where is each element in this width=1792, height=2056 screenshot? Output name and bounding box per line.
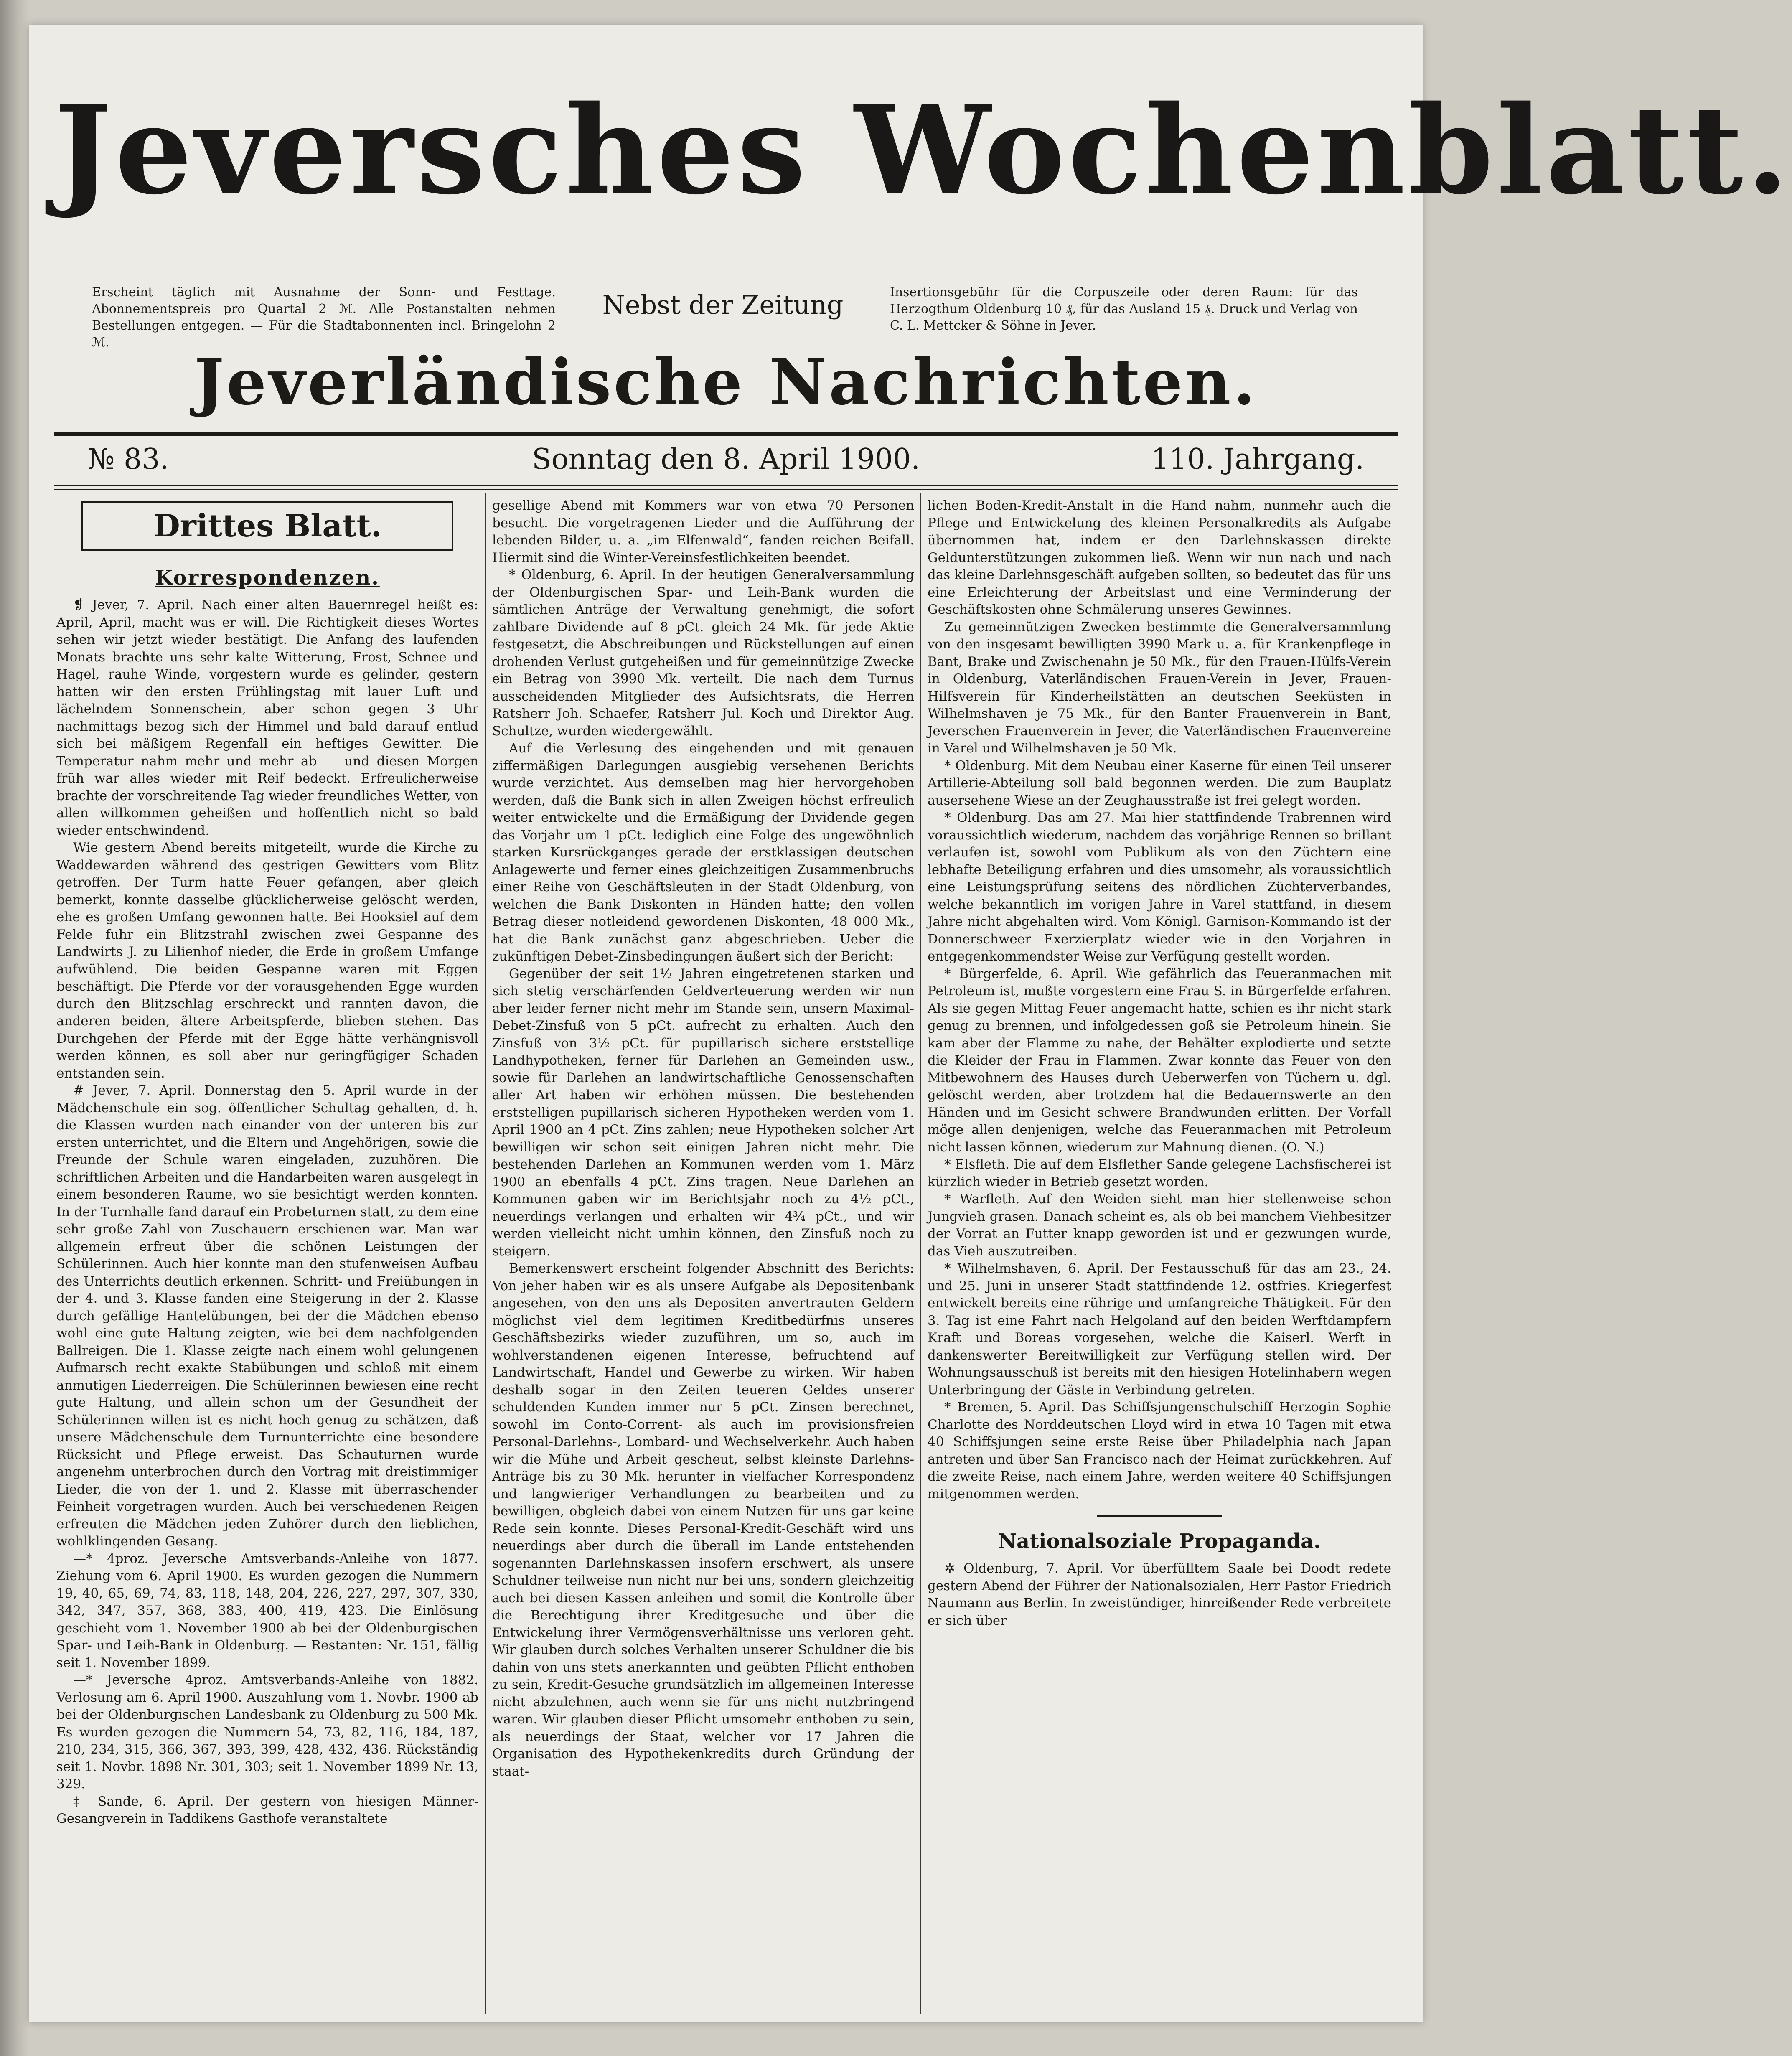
- article-paragraph: ‡ Sande, 6. April. Der gestern von hiesigen Männer-Gesangverein in Taddikens Gasthofe veranstaltete: [56, 1794, 478, 1826]
- article-paragraph: Zu gemeinnützigen Zwecken bestimmte die Generalversammlung von den insgesamt bewilligten 3990 Mark u. a. für Krankenpflege in Bant, Brake und Zwischenahn je 50 Mk., für den Frauen-Hülfs-Verein in Oldenburg, Vaterländischen Frauen-Verein in Jever, Frauen-Hilfsverein für Kinderheilstätten an deutschen Seeküsten in Wilhelmshaven je 75 Mk., für den Banter Frauenverein in Bant, Jeverschen Frauenverein in Jever, die Vaterländischen Frauenvereine in Varel und Wilhelmshaven je 50 Mk.: [928, 619, 1391, 756]
- column-divider: [485, 493, 486, 2014]
- article-paragraph: ✲ Oldenburg, 7. April. Vor überfülltem Saale bei Doodt redete gestern Abend der Führer der Nationalsozialen, Herr Pastor Friedrich Naumann aus Berlin. In zweistündiger, hinreißender Rede verbreitete er sich über: [928, 1561, 1391, 1628]
- section-heading: Nationalsoziale Propaganda.: [998, 1530, 1321, 1553]
- article-paragraph: Bemerkenswert erscheint folgender Abschnitt des Berichts: Von jeher haben wir es als unsere Aufgabe als Depositenbank angesehen, von den uns als Depositen anvertrauten Geldern möglichst viel dem legitimen Kreditbedürfnis unseres Geschäftsbezirks wieder zuzuführen, um so, auch im wohlverstandenen eigenen Interesse, befruchtend auf Landwirtschaft, Handel und Gewerbe zu wirken. Wir haben deshalb sogar in den Zeiten teueren Geldes unserer schuldenden Kunden immer nur 5 pCt. Zinsen berechnet, sowohl im Conto-Corrent- als auch im provisionsfreien Personal-Darlehns-, Lombard- und Wechselverkehr. Auch haben wir die Mühe und Arbeit gescheut, selbst kleinste Darlehns-Anträge bis zu 30 Mk. herunter in vielfacher Korrespondenz und langwieriger Verhandlungen zu bearbeiten und zu bewilligen, obgleich dabei von einem Nutzen für uns gar keine Rede sein konnte. Dieses Personal-Kredit-Geschäft wird uns neuerdings aber durch die überall im Lande entstehenden sogenannten Darlehnskassen insofern erschwert, als unsere Schuldner teilweise nun nicht nur bei uns, sondern gleichzeitig auch bei diesen Kassen anleihen und somit die Kontrolle über die Berechtigung ihrer Kreditgesuche und über die Entwickelung ihrer Vermögensverhältnisse uns verloren geht. Wir glauben durch solches Verhalten unserer Schuldner die bis dahin von uns stets anerkannten und geübten Pflicht enthoben zu sein, Kredit-Gesuche grundsätzlich im allgemeinen Interesse nicht abzulehnen, auch wenn sie für uns nicht nutzbringend waren. Wir glauben dieser Pflicht umsomehr enthoben zu sein, als neuerdings der Staat, welcher vor 17 Jahren die Organisation des Hypothekenkredits durch Gründung der staat-: [492, 1261, 914, 1779]
- section-divider: [1097, 1515, 1222, 1517]
- scan-edge: [0, 0, 29, 2056]
- column-divider: [920, 493, 921, 2014]
- top-rule: [54, 432, 1398, 436]
- article-paragraph: —* Jeversche 4proz. Amtsverbands-Anleihe von 1882. Verlosung am 6. April 1900. Auszahlung vom 1. Novbr. 1900 ab bei der Oldenburgischen Landesbank zu Oldenburg zu 500 Mk. Es wurden gezogen die Nummern 54, 73, 82, 116, 184, 187, 210, 234, 315, 366, 367, 393, 399, 428, 432, 436. Rückständig seit 1. Novbr. 1898 Nr. 301, 303; seit 1. November 1899 Nr. 13, 329.: [56, 1672, 478, 1792]
- article-paragraph: Wie gestern Abend bereits mitgeteilt, wurde die Kirche zu Waddewarden während des gestrigen Gewitters vom Blitz getroffen. Der Turm hatte Feuer gefangen, aber gleich bemerkt, konnte dasselbe glücklicherweise gelöscht werden, ehe es großen Umfang gewonnen hatte. Bei Hooksiel auf dem Felde fuhr ein Blitzstrahl zwischen zwei Gespanne des Landwirts J. zu Lilienhof nieder, die Erde in großem Umfange aufwühlend. Die beiden Gespanne waren mit Eggen beschäftigt. Die Pferde vor der vorausgehenden Egge wurden durch den Blitzschlag erschreckt und rannten davon, die anderen beiden, ältere Arbeitspferde, blieben stehen. Das Durchgehen der Pferde mit der Egge hätte verhängnisvoll werden können, es soll aber nur geringfügiger Schaden entstanden sein.: [56, 840, 478, 1081]
- article-paragraph: Gegenüber der seit 1½ Jahren eingetretenen starken und sich stetig verschärfenden Geldverteuerung werden wir nun aber leider ferner nicht mehr im Stande sein, unsern Maximal-Debet-Zinsfuß von 5 pCt. aufrecht zu erhalten. Auch den Zinsfuß von 3½ pCt. für pupillarisch sichere erststellige Landhypotheken, ferner für Darlehen an Gemeinden usw., sowie für Darlehen an landwirtschaftliche Genossenschaften aller Art haben wir erhöhen müssen. Die bestehenden erststelligen pupillarisch sicheren Hypotheken werden vom 1. April 1900 an 4 pCt. Zins zahlen; neue Hypotheken solcher Art bewilligen wir schon seit einigen Jahren nicht mehr. Die bestehenden Darlehen an Kommunen werden vom 1. März 1900 an ebenfalls 4 pCt. Zins tragen. Neue Darlehen an Kommunen gaben wir im Berichtsjahr noch zu 4½ pCt., neuerdings verlangen und erhalten wir 4¾ pCt., und wir werden vielleicht nicht umhin können, den Zinsfuß noch zu steigern.: [492, 966, 914, 1259]
- article-paragraph: Auf die Verlesung des eingehenden und mit genauen ziffermäßigen Darlegungen ausgiebig versehenen Berichts wurde verzichtet. Aus demselben mag hier hervorgehoben werden, daß die Bank sich in allen Zweigen höchst erfreulich weiter entwickelte und die Ermäßigung der Dividende gegen das Vorjahr um 1 pCt. lediglich eine Folge des ungewöhnlich starken Kursrückganges gerade der erstklassigen deutschen Anlagewerte und ferner eines gleichzeitigen Zusammenbruchs einer Reihe von Geschäftsleuten in der Stadt Oldenburg, von welchen die Bank Diskonten in Händen hatte; den vollen Betrag dieser notleidend gewordenen Diskonten, 48 000 Mk., hat die Bank zunächst ganz abgeschrieben. Ueber die zukünftigen Debet-Zinsbedingungen äußert sich der Bericht:: [492, 741, 914, 964]
- column-1: [56, 497, 478, 2010]
- newspaper-page: [29, 25, 1792, 2022]
- article-paragraph: * Wilhelmshaven, 6. April. Der Festausschuß für das am 23., 24. und 25. Juni in unserer Stadt stattfindende 12. ostfries. Kriegerfest entwickelt bereits eine rührige und umfangreiche Thätigkeit. Für den 3. Tag ist eine Fahrt nach Helgoland auf den beiden Werftdampfern Kraft und Boreas vorgesehen, welche die Kaiserl. Werft in dankenswerter Bereitwilligkeit zur Verfügung stellen wird. Der Wohnungsausschuß ist bereits mit den hiesigen Hotelinhabern wegen Unterbringung der Gäste in Verbindung getreten.: [928, 1261, 1391, 1398]
- article-paragraph: * Elsfleth. Die auf dem Elsflether Sande gelegene Lachsfischerei ist kürzlich wieder in Betrieb gesetzt worden.: [928, 1157, 1391, 1189]
- section-heading: Korrespondenzen.: [155, 566, 380, 590]
- article-paragraph: * Bremen, 5. April. Das Schiffsjungenschulschiff Herzogin Sophie Charlotte des Norddeutschen Lloyd wird in etwa 10 Tagen mit etwa 40 Schiffsjungen seine erste Reise über Philadelphia nach Japan antreten und über San Francisco nach der Heimat zurückkehren. Auf die zweite Reise, nach einem Jahre, werden weitere 40 Schiffsjungen mitgenommen werden.: [928, 1400, 1391, 1502]
- article-paragraph: lichen Boden-Kredit-Anstalt in die Hand nahm, nunmehr auch die Pflege und Entwickelung des kleinen Personalkredits als Aufgabe übernommen hat, indem er den Darlehnskassen direkte Geldunterstützungen zukommen ließ. Wenn wir nun nach und nach das kleine Darlehnsgeschäft aufgeben sollten, so bedeutet das für uns eine Erleichterung der Arbeitslast und eine Verminderung der Geschäftskosten ohne Schmälerung unseres Gewinnes.: [928, 498, 1391, 617]
- supplement-note: Nebst der Zeitung: [602, 290, 844, 320]
- dateline-rule: [54, 485, 1398, 486]
- article-paragraph: * Bürgerfelde, 6. April. Wie gefährlich das Feueranmachen mit Petroleum ist, mußte vorgestern eine Frau S. in Bürgerfelde erfahren. Als sie gegen Mittag Feuer angemacht hatte, schien es ihr nicht stark genug zu brennen, und infolgedessen goß sie Petroleum hinein. Sie kam aber der Flamme zu nahe, der Behälter explodierte und setzte die Kleider der Frau in Flammen. Zwar konnte das Feuer von den Mitbewohnern des Hauses durch Ueberwerfen von Tüchern u. dgl. gelöscht werden, aber trotzdem hat die Bedauernswerte an den Händen und im Gesicht schwere Brandwunden erlitten. Der Vorfall möge allen denjenigen, welche das Feueranmachen mit Petroleum nicht lassen können, wiederum zur Mahnung dienen. (O. N.): [928, 966, 1391, 1155]
- article-paragraph: —* 4proz. Jeversche Amtsverbands-Anleihe von 1877. Ziehung vom 6. April 1900. Es wurden gezogen die Nummern 19, 40, 65, 69, 74, 83, 118, 148, 204, 226, 227, 297, 307, 330, 342, 347, 357, 368, 383, 400, 419, 423. Die Einlösung geschieht vom 1. November 1900 ab bei der Oldenburgischen Spar- und Leih-Bank in Oldenburg. — Restanten: Nr. 151, fällig seit 1. November 1899.: [56, 1551, 478, 1670]
- advertising-info: Insertionsgebühr für die Corpuszeile oder deren Raum: für das Herzogthum Oldenburg 10 ₰, für das Ausland 15 ₰. Druck und Verlag von C. L. Mettcker & Söhne in Jever.: [890, 285, 1358, 333]
- article-paragraph: * Warfleth. Auf den Weiden sieht man hier stellenweise schon Jungvieh grasen. Danach scheint es, als ob bei manchem Viehbesitzer der Vorrat an Futter knapp geworden ist und er gezwungen wurde, das Vieh auszutreiben.: [928, 1192, 1391, 1259]
- dateline: [54, 437, 1398, 483]
- article-paragraph: * Oldenburg. Mit dem Neubau einer Kaserne für einen Teil unserer Artillerie-Abteilung soll bald begonnen werden. Die zum Bauplatz ausersehene Wiese an der Zeughausstraße ist frei gelegt worden.: [928, 758, 1391, 808]
- article-paragraph: * Oldenburg. Das am 27. Mai hier stattfindende Trabrennen wird voraussichtlich wiederum, nachdem das vorjährige Rennen so brillant verlaufen ist, sowohl vom Publikum als von den Züchtern eine lebhafte Beteiligung erfahren und dies umsomehr, als voraussichtlich eine Leistungsprüfung seitens des nördlichen Züchterverbandes, welche bekanntlich im vorigen Jahre in Varel stattfand, in diesem Jahre nicht abgehalten wird. Vom Königl. Garnison-Kommando ist der Donnerschweer Exerzierplatz wieder wie in den Vorjahren in entgegenkommendster Weise zur Verfügung gestellt worden.: [928, 810, 1391, 964]
- issue-date: Sonntag den 8. April 1900.: [532, 443, 920, 476]
- subscription-info: Erscheint täglich mit Ausnahme der Sonn- und Festtage. Abonnementspreis pro Quartal 2 ℳ. Alle Postanstalten nehmen Bestellungen entgegen. — Für die Stadtabonnenten incl. Bringelohn 2 ℳ.: [92, 285, 556, 350]
- dateline-rule-2: [54, 489, 1398, 490]
- issue-number: № 83.: [88, 443, 169, 476]
- subtitle: Jeverländische Nachrichten.: [194, 346, 1258, 419]
- column-3: [928, 497, 1391, 2010]
- masthead-title: Jeversches Wochenblatt.: [54, 79, 1792, 221]
- article-paragraph: ❡ Jever, 7. April. Nach einer alten Bauernregel heißt es: April, April, macht was er will. Die Richtigkeit dieses Wortes sehen wir jetzt wieder bestätigt. Die Anfang des laufenden Monats brachte uns sehr kalte Witterung, Frost, Schnee und Hagel, rauhe Winde, vorgestern wurde es gelinder, gestern hatten wir den ersten Frühlingstag mit lauer Luft und lächelndem Sonnenschein, aber schon gegen 3 Uhr nachmittags bezog sich der Himmel und bald darauf entlud sich bei mäßigem Regenfall ein heftiges Gewitter. Die Temperatur nahm mehr und mehr ab — und diesen Morgen früh war alles wieder mit Reif bedeckt. Erfreulicherweise brachte der vorschreitende Tag wieder freundliches Wetter, von allen willkommen geheißen und hoffentlich nicht so bald wieder entschwindend.: [56, 597, 478, 838]
- article-paragraph: * Oldenburg, 6. April. In der heutigen Generalversammlung der Oldenburgischen Spar- und Leih-Bank wurden die sämtlichen Anträge der Verwaltung genehmigt, die sofort zahlbare Dividende auf 8 pCt. gleich 24 Mk. für jede Aktie festgesetzt, die Abschreibungen und Rückstellungen auf einen drohenden Verlust gutgeheißen und für gemeinnützige Zwecke ein Betrag von 3990 Mk. verteilt. Die nach dem Turnus ausscheidenden Mitglieder des Aufsichtsrats, die Herren Ratsherr Joh. Schaefer, Ratsherr Jul. Koch und Direktor Aug. Schultze, wurden wiedergewählt.: [492, 567, 914, 739]
- article-paragraph: # Jever, 7. April. Donnerstag den 5. April wurde in der Mädchenschule ein sog. öffentlicher Schultag gehalten, d. h. die Klassen wurden nach einander von der unteren bis zur ersten unterrichtet, und die Eltern und Angehörigen, sowie die Freunde der Schule waren eingeladen, zuzuhören. Die schriftlichen Arbeiten und die Handarbeiten waren ausgelegt in einem besonderen Raume, wo sie besichtigt werden konnten. In der Turnhalle fand darauf ein Probeturnen statt, zu dem eine sehr große Zahl von Zuschauern erschienen war. Man war allgemein erfreut über die schönen Leistungen der Schülerinnen. Auch hier konnte man den stufenweisen Aufbau des Unterrichts deutlich erkennen. Schritt- und Freiübungen in der 4. und 3. Klasse fanden eine Steigerung in der 2. Klasse durch gefällige Hantelübungen, bei der die Mädchen ebenso wohl eine gute Haltung zeigten, wie bei dem nachfolgenden Ballreigen. Die 1. Klasse zeigte nach einem wohl gelungenen Aufmarsch recht exakte Stabübungen und schloß mit einem anmutigen Liederreigen. Die Schülerinnen bewiesen eine recht gute Haltung, und allein schon um der Gesundheit der Schülerinnen willen ist es nicht hoch genug zu schätzen, daß unsere Mädchenschule dem Turnunterrichte eine besondere Rücksicht und Pflege erweist. Das Schauturnen wurde angenehm unterbrochen durch den Vortrag mit dreistimmiger Lieder, die von der 1. und 2. Klasse mit überraschender Feinheit vorgetragen wurden. Auch bei verschiedenen Reigen erfreuten die Mädchen jeden Zuhörer durch den lieblichen, wohlklingenden Gesang.: [56, 1083, 478, 1549]
- box-heading: Drittes Blatt.: [81, 501, 453, 551]
- column-2: [492, 497, 914, 2010]
- article-paragraph: gesellige Abend mit Kommers war von etwa 70 Personen besucht. Die vorgetragenen Lieder und die Aufführung der lebenden Bilder, u. a. „im Elfenwald“, fanden reichen Beifall. Hiermit sind die Winter-Vereinsfestlichkeiten beendet.: [492, 498, 914, 565]
- volume-year: 110. Jahrgang.: [1151, 443, 1364, 476]
